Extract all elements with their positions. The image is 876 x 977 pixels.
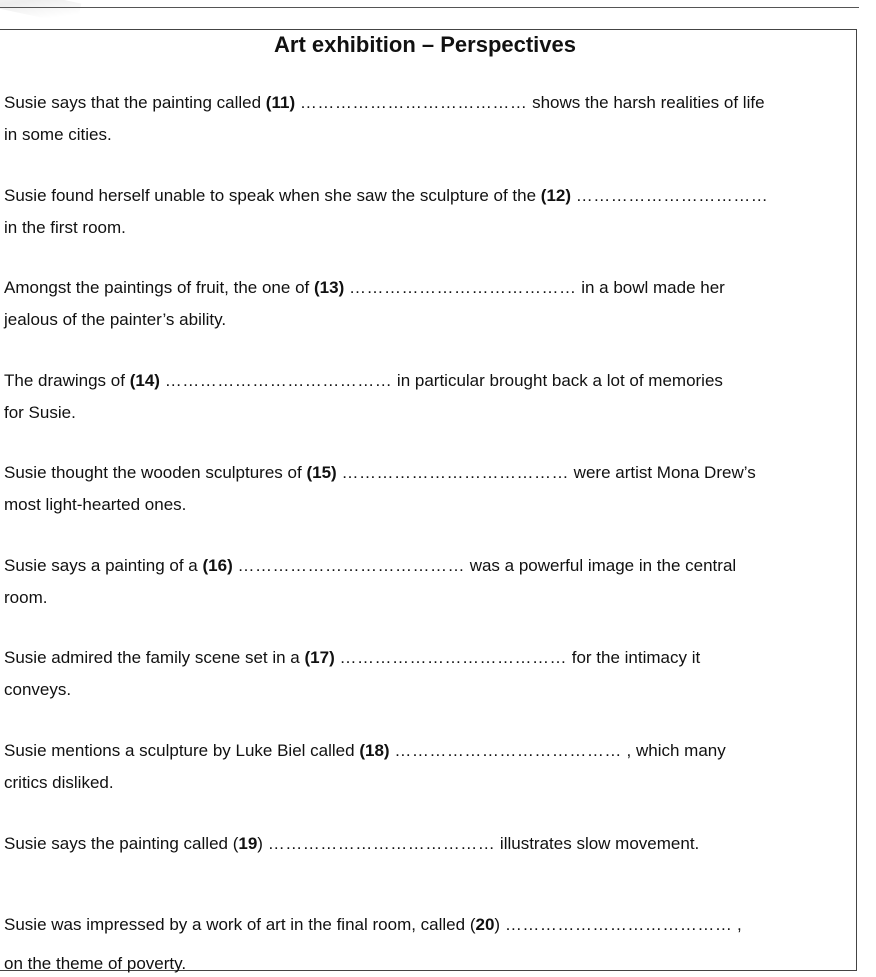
answer-blank[interactable]: ………………………………… bbox=[394, 741, 622, 760]
question-text-after: , which many bbox=[626, 741, 726, 760]
question-text-after: illustrates slow movement. bbox=[499, 834, 700, 853]
question-text-line2: for Susie. bbox=[4, 403, 76, 422]
question-number: (14) bbox=[129, 371, 160, 390]
answer-blank[interactable]: ………………………………… bbox=[348, 278, 577, 297]
top-rule bbox=[0, 7, 859, 8]
question-12 bbox=[4, 180, 850, 244]
question-text-line2: critics disliked. bbox=[4, 773, 114, 792]
answer-blank[interactable]: ………………………………… bbox=[341, 463, 569, 482]
question-number: (15) bbox=[306, 463, 337, 482]
question-text-after: shows the harsh realities of life bbox=[532, 93, 765, 112]
answer-blank[interactable]: ………………………………… bbox=[504, 915, 733, 934]
question-text-line2: in the first room. bbox=[4, 218, 126, 237]
question-text: Susie says a painting of a bbox=[4, 556, 203, 575]
question-text: Susie thought the wooden sculptures of bbox=[4, 463, 307, 482]
question-20: Susie was impressed by a work of art in the final room, called (20) ………………………………… , on the theme of poverty. bbox=[4, 915, 742, 973]
page-corner-shadow bbox=[0, 0, 81, 25]
question-number: (13) bbox=[313, 278, 345, 297]
question-number: 20 bbox=[475, 915, 495, 934]
question-14 bbox=[4, 365, 850, 429]
question-number: 19 bbox=[238, 834, 258, 853]
answer-blank[interactable]: ………………………………… bbox=[299, 93, 528, 112]
question-number: (11) bbox=[265, 93, 296, 112]
question-16 bbox=[4, 550, 850, 614]
question-text: Susie was impressed by a work of art in the final room, called bbox=[4, 915, 470, 934]
question-text-after: were artist Mona Drew’s bbox=[573, 463, 756, 482]
question-13 bbox=[4, 272, 850, 336]
question-15 bbox=[4, 457, 850, 521]
question-17 bbox=[4, 642, 850, 706]
question-11 bbox=[4, 87, 850, 151]
question-text-line2: jealous of the painter’s ability. bbox=[4, 310, 227, 329]
question-number: (17) bbox=[304, 648, 335, 667]
question-text-line2: on the theme of poverty. bbox=[4, 954, 187, 973]
question-number: (18) bbox=[359, 741, 390, 760]
question-text-line2: conveys. bbox=[4, 680, 72, 699]
question-text: Susie found herself unable to speak when she saw the sculpture of the bbox=[4, 186, 541, 205]
question-text: The drawings of bbox=[4, 371, 130, 390]
question-text: Susie says the painting called bbox=[4, 834, 233, 853]
answer-blank[interactable]: ………………………………… bbox=[267, 834, 496, 853]
answer-blank[interactable]: ………………………………… bbox=[164, 371, 393, 390]
question-19: Susie says the painting called (19) ………………………………… illustrates slow movement. bbox=[4, 834, 700, 853]
question-text: Amongst the paintings of fruit, the one of bbox=[4, 278, 314, 297]
question-text: Susie admired the family scene set in a bbox=[4, 648, 305, 667]
question-text: Susie mentions a sculpture by Luke Biel called bbox=[4, 741, 360, 760]
question-text-after: was a powerful image in the central bbox=[469, 556, 737, 575]
question-text-after: for the intimacy it bbox=[571, 648, 701, 667]
question-text-line2: in some cities. bbox=[4, 125, 112, 144]
question-18 bbox=[4, 735, 850, 799]
question-text-line2: room. bbox=[4, 588, 48, 607]
page-title: Art exhibition – Perspectives bbox=[274, 32, 576, 57]
answer-blank[interactable]: …………………………… bbox=[575, 186, 769, 205]
answer-blank[interactable]: ………………………………… bbox=[339, 648, 567, 667]
question-text-line2: most light-hearted ones. bbox=[4, 495, 187, 514]
question-number: (16) bbox=[202, 556, 233, 575]
question-text: Susie says that the painting called bbox=[4, 93, 266, 112]
question-text-after: in particular brought back a lot of memories bbox=[396, 371, 723, 390]
question-number: (12) bbox=[540, 186, 572, 205]
question-text-after: in a bowl made her bbox=[581, 278, 725, 297]
question-text-after: , bbox=[737, 915, 742, 934]
answer-blank[interactable]: ………………………………… bbox=[237, 556, 465, 575]
